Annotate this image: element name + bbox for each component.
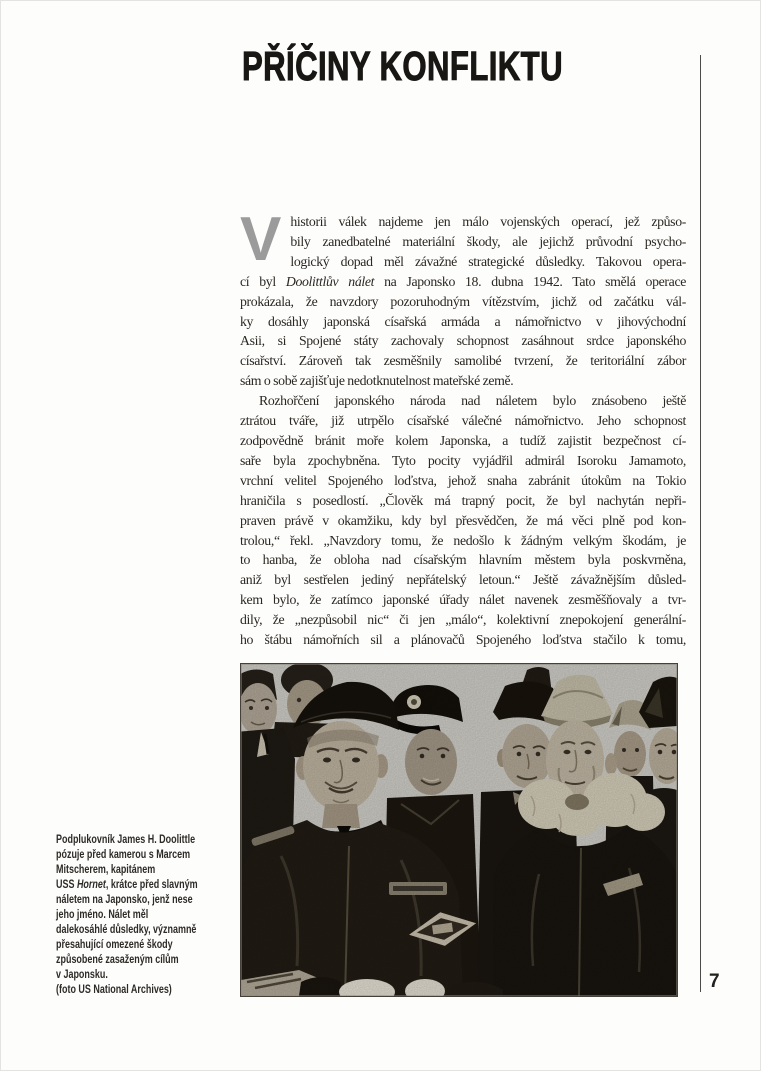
text-line: dalekosáhlé důsledky, významně: [56, 924, 197, 936]
text-line: zodpovědně bránit moře kolem Japonska, a tudíž zajistit bezpečnost cí-: [240, 432, 686, 448]
text-line: praven právě v okamžiku, kdy byl přesvědčen, že má věci plně pod kon-: [240, 512, 686, 528]
text-line: hraničila s posedlostí. „Člověk má trapný pocit, že byl nachytán nepři-: [240, 492, 686, 508]
text-line: vrchní velitel Spojeného loďstva, jehož snaha zabránit útokům na Tokio: [240, 472, 686, 488]
text-line: aniž byl sestřelen jediný nepřátelský letoun.“ Ještě závažnějším důsled-: [240, 572, 686, 588]
text-line: historii válek najdeme jen málo vojenských operací, jež způso-: [290, 214, 686, 229]
text-line: logický dopad měl závažné strategické důsledky. Takovou opera-: [290, 253, 686, 269]
text-line: v Japonsku.: [56, 969, 108, 981]
text-line: trolou,“ řekl. „Navzdory tomu, že nedošlo k žádným velkým škodám, je: [240, 532, 686, 548]
paragraph: [240, 391, 686, 650]
page-number: 7: [709, 971, 720, 992]
page-title: PŘÍČINY KONFLIKTU: [242, 43, 563, 89]
text-line: pózuje před kamerou s Marcem: [56, 849, 191, 861]
text-line: ztrátou tváře, již utrpělo císařské válečné námořnictvo. Jeho schopnost: [240, 413, 686, 429]
text-line: (foto US National Archives): [56, 984, 172, 996]
paragraph: [240, 205, 686, 391]
film-grain-overlay: [241, 664, 677, 996]
text-line: ky dosáhly japonská císařská armáda a námořnictvo v jihovýchodní: [240, 313, 686, 329]
text-line: Asii, si Spojené státy zachovaly schopnost zasáhnout srdce japonského: [240, 333, 686, 349]
text-line: jeho jméno. Nálet měl: [56, 909, 149, 921]
text-line: saře byla zpochybněna. Tyto pocity vyjádřil admirál Isoroku Jamamoto,: [240, 452, 686, 468]
text-line: prokázala, že navzdory pozoruhodným vítězstvím, jichž od začátku vál-: [240, 293, 686, 309]
text-line: sám o sobě zajišťuje nedotknutelnost mateřské země.: [240, 373, 514, 389]
text-line: ho štábu námořních sil a plánovačů Spojeného loďstva stačilo k tomu,: [240, 632, 686, 648]
text-line: to hanba, že obloha nad císařským hlavním městem byla poskvrněna,: [240, 552, 686, 568]
photo-caption: [56, 833, 224, 998]
text-line: náletem na Japonsko, jenž nese: [56, 894, 193, 906]
text-line: cí byl Doolittlův nálet na Japonsko 18. dubna 1942. Tato smělá operace: [240, 273, 686, 289]
text-line: Mitscherem, kapitánem: [56, 864, 156, 876]
text-line: přesahující omezené škody: [56, 939, 173, 951]
text-line: USS Hornet, krátce před slavným: [56, 879, 198, 891]
text-line: bily zanedbatelné materiální škody, ale jejichž průvodní psycho-: [290, 233, 686, 249]
photo-illustration: [241, 664, 677, 996]
text-line: dily, že „nezpůsobil nic“ či jen „málo“, kolektivní znepokojení generální-: [240, 612, 686, 628]
text-line: Podplukovník James H. Doolittle: [56, 834, 196, 846]
vertical-rule: [700, 55, 701, 992]
photo-doolittle-mitscher: [240, 663, 678, 997]
drop-cap: V: [240, 205, 282, 274]
text-line: kem bylo, že zatímco japonské úřady nálet navenek zesměšňovaly a tvr-: [240, 592, 686, 608]
body-text: [240, 205, 686, 650]
text-line: císařství. Zároveň tak zesměšnily samolibé tvrzení, že teritoriální zábor: [240, 353, 686, 369]
text-line: způsobené zasaženým cílům: [56, 954, 179, 966]
text-line: Rozhořčení japonského národa nad náletem bylo znásobeno ještě: [259, 393, 686, 409]
